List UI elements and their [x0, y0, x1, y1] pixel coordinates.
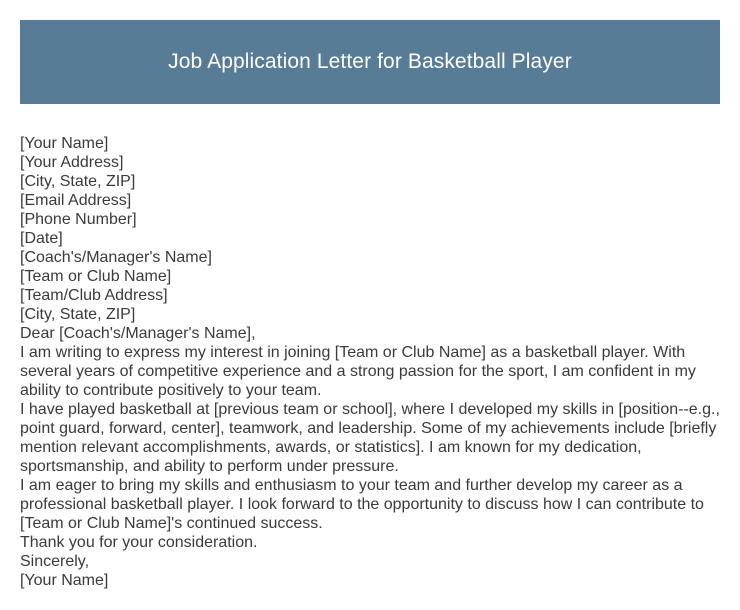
recipient-club: [Team or Club Name]: [20, 268, 172, 285]
page-title: Job Application Letter for Basketball Player: [168, 50, 572, 73]
sender-email: [Email Address]: [20, 192, 132, 209]
paragraph-eagerness: I am eager to bring my skills and enthusiasm to your team and further develop my career as a professional basketball player. I look forward to the opportunity to discuss how I can contribute to [Team or Club Name]'s continued success.: [20, 477, 704, 532]
paragraph-experience: I have played basketball at [previous team or school], where I developed my skills in [position--e.g., point guard, forward, center], teamwork, and leadership. Some of my achievements include [briefly mention relevant accomplishments, awards, or statistics]. I am known for my dedication, sportsmanship, and ability to perform under pressure.: [20, 401, 720, 475]
sender-city: [City, State, ZIP]: [20, 173, 136, 190]
salutation: Dear [Coach's/Manager's Name],: [20, 325, 256, 342]
paragraph-intro: I am writing to express my interest in joining [Team or Club Name] as a basketball player. With several years of competitive experience and a strong passion for the sport, I am confident in my ability to contribute positively to your team.: [20, 344, 696, 399]
recipient-city: [City, State, ZIP]: [20, 306, 136, 323]
title-banner: [20, 20, 720, 104]
sender-address: [Your Address]: [20, 154, 124, 171]
letter-body: [20, 134, 724, 590]
recipient-name: [Coach's/Manager's Name]: [20, 249, 212, 266]
sender-name: [Your Name]: [20, 135, 109, 152]
recipient-address: [Team/Club Address]: [20, 287, 168, 304]
letter-date: [Date]: [20, 230, 63, 247]
paragraph-thanks: Thank you for your consideration.: [20, 534, 258, 551]
closing: Sincerely,: [20, 553, 90, 570]
signature: [Your Name]: [20, 572, 109, 589]
sender-phone: [Phone Number]: [20, 211, 137, 228]
